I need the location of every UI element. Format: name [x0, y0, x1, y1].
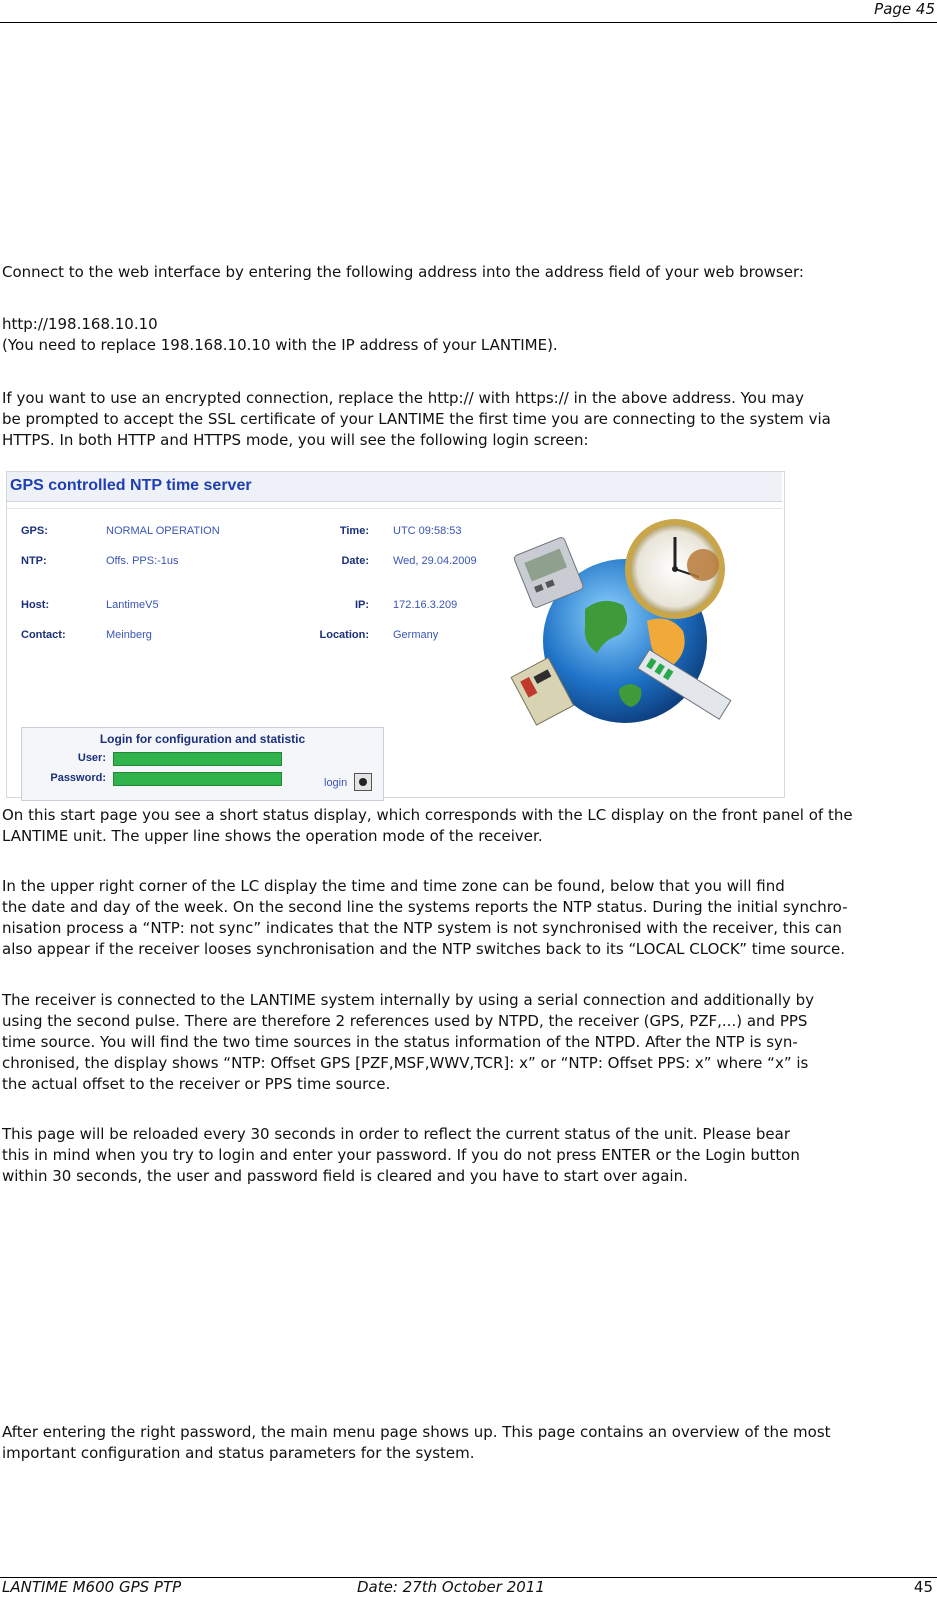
address-url: http://198.168.10.10: [2, 315, 158, 333]
upper-right-line: the date and day of the week. On the second line the systems reports the NTP status. During the initial synchro-: [2, 898, 848, 916]
login-button[interactable]: [354, 773, 372, 791]
status-panel: [7, 508, 782, 797]
receiver-paragraph: [2, 990, 934, 1095]
encrypted-line: HTTPS. In both HTTP and HTTPS mode, you will see the following login screen:: [2, 431, 589, 449]
host-value: LantimeV5: [106, 599, 159, 611]
reload-line: within 30 seconds, the user and password field is cleared and you have to start over again.: [2, 1167, 688, 1185]
reload-line: this in mind when you try to login and enter your password. If you do not press ENTER or the Login button: [2, 1146, 800, 1164]
date-label: Date:: [341, 555, 369, 567]
start-page-paragraph: [2, 805, 934, 847]
ntp-value: Offs. PPS:-1us: [106, 555, 179, 567]
upper-right-line: also appear if the receiver looses synchronisation and the NTP switches back to its “LOCAL CLOCK” time source.: [2, 940, 846, 958]
receiver-line: The receiver is connected to the LANTIME system internally by using a serial connection and additionally by: [2, 991, 815, 1009]
login-screenshot: [6, 471, 785, 798]
time-value: UTC 09:58:53: [393, 525, 462, 537]
ip-label: IP:: [354, 599, 369, 611]
upper-right-paragraph: [2, 876, 934, 960]
after-login-line: After entering the right password, the main menu page shows up. This page contains an overview of the most: [2, 1423, 831, 1441]
start-page-line: On this start page you see a short status display, which corresponds with the LC display on the front panel of the: [2, 806, 853, 824]
gps-label: GPS:: [21, 525, 48, 537]
gps-value: NORMAL OPERATION: [106, 525, 220, 537]
after-login-paragraph: [2, 1422, 934, 1464]
reload-paragraph: [2, 1124, 934, 1187]
location-value: Germany: [393, 629, 439, 641]
footer-page-number: 45: [913, 1578, 933, 1596]
address-note: (You need to replace 198.168.10.10 with the IP address of your LANTIME).: [2, 336, 558, 354]
upper-right-line: nisation process a “NTP: not sync” indicates that the NTP system is not synchronised with the receiver, this can: [2, 919, 842, 937]
start-page-line: LANTIME unit. The upper line shows the operation mode of the receiver.: [2, 827, 543, 845]
location-label: Location:: [319, 629, 369, 641]
footer-date: Date: 27th October 2011: [357, 1578, 545, 1596]
footer-product: LANTIME M600 GPS PTP: [2, 1578, 182, 1596]
contact-value: Meinberg: [106, 629, 152, 641]
reload-line: This page will be reloaded every 30 seconds in order to reflect the current status of the unit. Please bear: [2, 1125, 790, 1143]
login-form: [21, 727, 384, 801]
receiver-line: chronised, the display shows “NTP: Offset GPS [PZF,MSF,WWV,TCR]: x” or “NTP: Offset PPS: x” where “x” is: [2, 1054, 809, 1072]
page-header: [0, 0, 937, 23]
contact-label: Contact:: [21, 629, 66, 641]
date-value: Wed, 29.04.2009: [393, 555, 477, 567]
receiver-line: time source. You will find the two time sources in the status information of the NTPD. After the NTP is syn-: [2, 1033, 798, 1051]
encrypted-line: be prompted to accept the SSL certificate of your LANTIME the first time you are connecting to the system via: [2, 410, 831, 428]
after-login-line: important configuration and status parameters for the system.: [2, 1444, 475, 1462]
password-label: Password:: [50, 772, 106, 784]
ntp-label: NTP:: [21, 555, 47, 567]
user-label: User:: [77, 752, 106, 764]
login-button-label: login: [324, 777, 348, 789]
encrypted-line: If you want to use an encrypted connection, replace the http:// with https:// in the above address. You may: [2, 389, 804, 407]
record-icon: [359, 778, 367, 786]
screenshot-title: GPS controlled NTP time server: [10, 477, 252, 494]
user-field[interactable]: [113, 752, 282, 766]
address-paragraph: [2, 314, 934, 356]
globe-clock-illustration: [507, 511, 737, 726]
upper-right-line: In the upper right corner of the LC display the time and time zone can be found, below that you will find: [2, 877, 785, 895]
time-label: Time:: [339, 525, 369, 537]
encrypted-paragraph: [2, 388, 934, 451]
ip-value: 172.16.3.209: [393, 599, 458, 611]
page-label: Page 45: [874, 0, 935, 18]
login-form-title: Login for configuration and statistic: [99, 732, 306, 746]
intro-line: Connect to the web interface by entering the following address into the address field of your web browser:: [2, 263, 804, 281]
host-label: Host:: [21, 599, 50, 611]
screenshot-title-bar: [7, 472, 782, 502]
password-field[interactable]: [113, 772, 282, 786]
receiver-line: the actual offset to the receiver or PPS time source.: [2, 1075, 391, 1093]
receiver-line: using the second pulse. There are therefore 2 references used by NTPD, the receiver (GPS, PZF,...) and PPS: [2, 1012, 808, 1030]
intro-paragraph: [2, 262, 934, 283]
